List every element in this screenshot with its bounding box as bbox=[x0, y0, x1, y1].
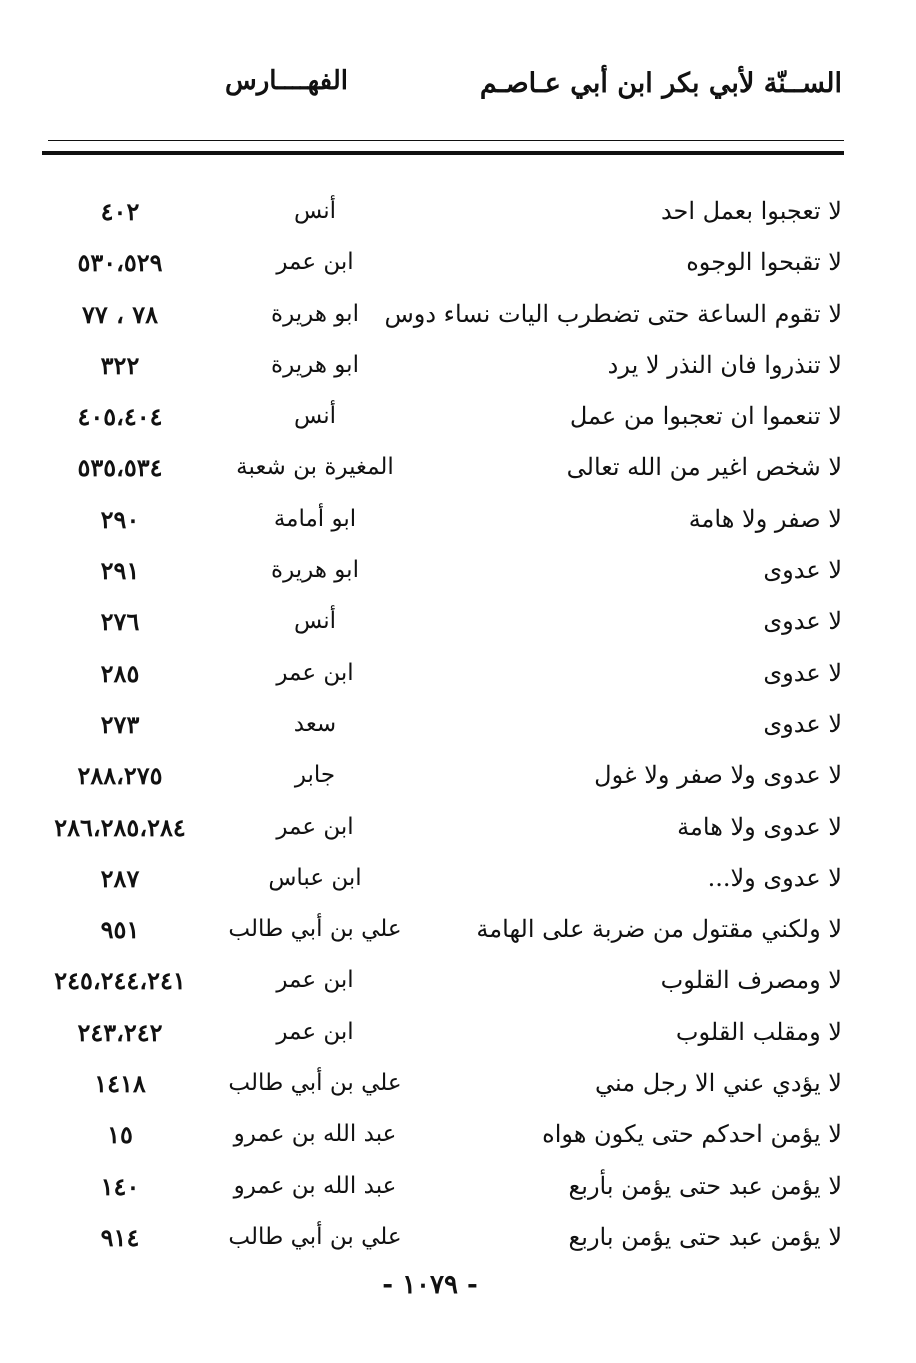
narrator-name: علي بن أبي طالب bbox=[228, 916, 402, 943]
index-row bbox=[30, 596, 842, 647]
hadith-text: لا يؤمن عبد حتى يؤمن باربع bbox=[568, 1222, 842, 1251]
hadith-text: لا عدوى bbox=[763, 709, 842, 738]
narrator-name: جابر bbox=[294, 762, 336, 789]
page-references: ٢٩١ bbox=[100, 556, 140, 586]
page-references: ١٤٠ bbox=[100, 1171, 140, 1201]
page-references: ٥٣٠،٥٢٩ bbox=[77, 248, 163, 278]
index-row bbox=[30, 1212, 842, 1263]
index-row bbox=[30, 648, 842, 699]
page-references: ٢٧٦ bbox=[100, 607, 140, 637]
page-references: ٢٧٣ bbox=[100, 709, 140, 739]
hadith-text: لا تنعموا ان تعجبوا من عمل bbox=[569, 402, 842, 431]
book-title: الســنّة لأبي بكر ابن أبي عـاصـم bbox=[479, 68, 842, 99]
hadith-text: لا عدوى ولا صفر ولا غول bbox=[594, 761, 842, 790]
hadith-text: لا يؤدي عني الا رجل مني bbox=[594, 1069, 842, 1098]
narrator-name: ابن عمر bbox=[276, 967, 354, 994]
page-header bbox=[40, 62, 846, 112]
page-references: ٢٤٥،٢٤٤،٢٤١ bbox=[54, 966, 186, 996]
narrator-name: أنس bbox=[293, 608, 337, 635]
index-row bbox=[30, 699, 842, 750]
header-rule-thick bbox=[42, 151, 844, 155]
narrator-name: ابو هريرة bbox=[271, 300, 359, 327]
narrator-name: ابو أمامة bbox=[273, 505, 357, 532]
page-references: ٧٨ ، ٧٧ bbox=[81, 299, 159, 329]
index-row bbox=[30, 545, 842, 596]
index-row bbox=[30, 1007, 842, 1058]
narrator-name: أنس bbox=[293, 403, 337, 430]
hadith-text: لا تقبحوا الوجوه bbox=[686, 248, 842, 277]
hadith-text: لا تعجبوا بعمل احد bbox=[660, 197, 842, 225]
index-row bbox=[30, 904, 842, 955]
page-references: ٥٣٥،٥٣٤ bbox=[77, 453, 163, 483]
hadith-text: لا يؤمن احدكم حتى يكون هواه bbox=[542, 1120, 842, 1149]
narrator-name: ابو هريرة bbox=[271, 557, 359, 584]
index-row bbox=[30, 1161, 842, 1212]
page-references: ٤٠٥،٤٠٤ bbox=[77, 402, 163, 432]
narrator-name: ابو هريرة bbox=[271, 351, 359, 378]
hadith-text: لا صفر ولا هامة bbox=[688, 504, 842, 533]
narrator-name: المغيرة بن شعبة bbox=[236, 454, 394, 481]
narrator-name: ابن عمر bbox=[276, 813, 354, 840]
page-references: ٢٨٦،٢٨٥،٢٨٤ bbox=[54, 812, 186, 842]
narrator-name: أنس bbox=[293, 198, 337, 224]
index-row bbox=[30, 1109, 842, 1160]
page-references: ٩١٤ bbox=[100, 1222, 140, 1252]
narrator-name: سعد bbox=[293, 710, 337, 737]
page-references: ٢٨٧ bbox=[100, 863, 140, 893]
header-rule-thin bbox=[48, 140, 844, 141]
narrator-name: علي بن أبي طالب bbox=[228, 1070, 402, 1097]
hadith-text: لا عدوى bbox=[763, 607, 842, 636]
hadith-text: لا يؤمن عبد حتى يؤمن بأربع bbox=[568, 1171, 842, 1200]
index-row bbox=[30, 340, 842, 391]
narrator-name: عبد الله بن عمرو bbox=[233, 1121, 397, 1148]
page-references: ٢٩٠ bbox=[100, 504, 140, 534]
index-row bbox=[30, 1058, 842, 1109]
hadith-text: لا ولكني مقتول من ضربة على الهامة bbox=[476, 915, 842, 944]
hadith-text: لا ومقلب القلوب bbox=[675, 1017, 842, 1046]
index-row bbox=[30, 442, 842, 493]
index-row bbox=[30, 955, 842, 1006]
page-references: ١٤١٨ bbox=[94, 1069, 146, 1099]
index-row bbox=[30, 289, 842, 340]
page-references: ٢٨٥ bbox=[100, 658, 140, 688]
hadith-text: لا عدوى bbox=[763, 556, 842, 585]
hadith-text: لا شخص اغير من الله تعالى bbox=[566, 453, 842, 482]
hadith-text: لا عدوى bbox=[763, 658, 842, 687]
narrator-name: ابن عمر bbox=[276, 659, 354, 686]
narrator-name: عبد الله بن عمرو bbox=[233, 1172, 397, 1199]
narrator-name: ابن عمر bbox=[276, 249, 354, 276]
hadith-text: لا ومصرف القلوب bbox=[660, 966, 842, 995]
index-row bbox=[30, 237, 842, 288]
page-references: ٢٤٣،٢٤٢ bbox=[77, 1017, 163, 1047]
page-references: ٢٨٨،٢٧٥ bbox=[77, 761, 163, 791]
index-row bbox=[30, 750, 842, 801]
page-references: ٩٥١ bbox=[100, 915, 140, 945]
page-references: ٣٢٢ bbox=[100, 350, 140, 380]
index-row bbox=[30, 494, 842, 545]
index-row bbox=[30, 802, 842, 853]
page-references: ٤٠٢ bbox=[100, 197, 140, 226]
index-row bbox=[30, 391, 842, 442]
hadith-index-table bbox=[30, 186, 842, 1263]
narrator-name: ابن عباس bbox=[268, 864, 362, 891]
hadith-text: لا عدوى ولا... bbox=[707, 863, 842, 892]
hadith-text: لا تنذروا فان النذر لا يرد bbox=[607, 350, 842, 379]
narrator-name: علي بن أبي طالب bbox=[228, 1223, 402, 1250]
hadith-text: لا عدوى ولا هامة bbox=[677, 812, 842, 841]
index-row bbox=[30, 853, 842, 904]
index-row bbox=[30, 186, 842, 237]
hadith-text: لا تقوم الساعة حتى تضطرب اليات نساء دوس bbox=[384, 299, 842, 328]
page-number: - ١٠٧٩ - bbox=[382, 1270, 478, 1300]
section-title: الفهــــارس bbox=[225, 66, 348, 96]
narrator-name: ابن عمر bbox=[276, 1018, 354, 1045]
page-references: ١٥ bbox=[107, 1120, 133, 1150]
